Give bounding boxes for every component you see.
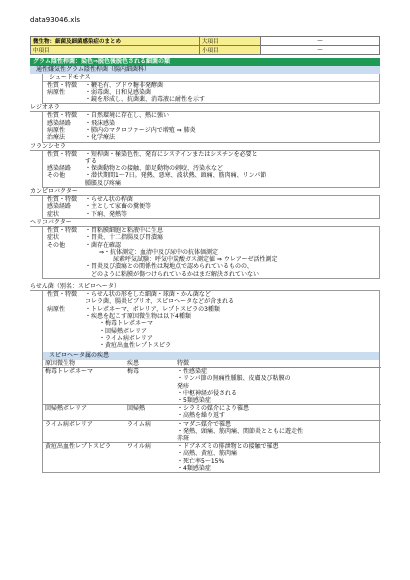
row-value: ・自然環境に存在し、熱に強い [85, 112, 170, 120]
file-name: data93046.xls [30, 16, 80, 24]
row-value: ・主として家畜の糞便等 [85, 203, 152, 211]
row-label: 性質・特徴 [47, 112, 78, 120]
column-header: 特徴 [175, 360, 381, 368]
features-cell [175, 443, 381, 472]
feature-line: ・シラミの媒介により罹患 [177, 405, 250, 413]
row-value: 尿素呼気試験：呼気中炭酸ガス測定値 ⇒ ウレアーゼ活性測定 [107, 256, 278, 264]
content-sheet [30, 58, 380, 473]
row-value: ・胃粘膜細胞と粘液中に生息 [85, 226, 164, 234]
legionella-block [42, 112, 380, 142]
microbe-cell: 回帰熱ボレリア [43, 405, 125, 420]
row-label: 感染経路 [47, 203, 72, 211]
features-cell [175, 405, 381, 420]
row-label: その他 [47, 241, 66, 249]
shigella-block [42, 74, 380, 105]
section-title: グラム陰性桿菌：染色⇒脱色後脱色される細菌の類 [30, 58, 380, 66]
disease-list-item: ・梅毒トレポネーマ [99, 320, 154, 328]
feature-line: ・ドブネズミの排泄物との接触で罹患 [177, 443, 279, 451]
table-row [43, 420, 381, 443]
row-value: ・下痢、発熱等 [85, 210, 128, 218]
row-label: 病原性 [47, 88, 66, 96]
row-value: コレラ菌、腸炎ビブリオ、スピロヘータなどが含まれる [85, 298, 235, 306]
row-value: ・肺内のマクロファージ内で増殖 ⇒ 肺炎 [85, 126, 196, 134]
disease-cell: 梅毒 [127, 368, 140, 376]
disease-list-item: ・黄疸出血性レプトスピラ [99, 342, 171, 350]
microbe-cell: ライム病ボレリア [43, 420, 125, 443]
row-label: 性質・特徴 [47, 226, 78, 234]
spiral-name: らせん菌（別名：スピロヘータ） [30, 283, 380, 291]
row-label: 病原性 [47, 305, 66, 313]
small-item-value: — [261, 46, 380, 55]
disease-cell: ワイル病 [125, 443, 175, 472]
feature-line: ・5類感染症 [177, 396, 211, 404]
row-label [43, 271, 85, 278]
francisella-block [42, 151, 380, 188]
row-value: する [85, 157, 98, 165]
microbe-cell: 黄疸出血性レプトスピラ [43, 443, 125, 472]
row-label: 性質・特徴 [47, 196, 78, 204]
row-value: ・鞭毛有、ブドウ糖非発酵菌 [85, 81, 164, 89]
feature-line: ・マダニ媒介で罹患 [177, 420, 232, 428]
spiral-block [42, 291, 380, 473]
disease-table-title: スピロヘータ属の疾患 [43, 352, 379, 360]
features-cell [175, 420, 381, 443]
group-title: 通性嫌気性グラム陰性桿菌（腸内細菌科） [30, 66, 380, 74]
row-label: 感染経路 [47, 165, 72, 173]
feature-line: ・高熱を繰り返す [177, 412, 226, 420]
row-value: ・トレポネーマ、ボレリア、レプトスピラの3種類 [85, 305, 220, 313]
feature-line: ・発熱、頭痛、筋肉痛、関節炎とともに遊走性 [177, 427, 304, 435]
column-header: 疾患 [125, 360, 175, 368]
disease-list-item: ・ライム病ボレリア [99, 334, 153, 342]
row-label: 性質・特徴 [47, 291, 78, 299]
row-value: ・疾患を起こす原因微生物は以下4種類 [85, 312, 191, 320]
row-label: 性質・特徴 [47, 150, 78, 158]
helicobacter-name: ヘリコバクター [30, 219, 380, 227]
row-value: ・弱毒菌、日和見感染菌 [85, 88, 152, 96]
row-label: 性質・特徴 [47, 81, 78, 89]
feature-line: ・リンパ節の無痛性腫脹、皮膚及び粘膜の [177, 375, 291, 383]
microbe-cell: 梅毒トレポネーマ [45, 368, 94, 376]
disease-table [43, 360, 381, 472]
disease-cell: ライム病 [125, 420, 175, 443]
row-value: ・胃炎及び潰瘍との関係性は現地点で認められているものの、 [85, 263, 253, 271]
row-label [43, 298, 85, 305]
row-label [43, 180, 85, 187]
feature-line: ・4類感染症 [177, 464, 211, 472]
row-value: 腫脹及び疼痛 [85, 179, 122, 187]
row-label: 症状 [47, 210, 60, 218]
feature-line: ・中枢神経が侵される [177, 389, 238, 397]
feature-line: 赤斑 [177, 434, 190, 442]
row-value: ・保菌動物との接触、節足動物の刺咬、汚染水など [85, 165, 224, 173]
francisella-name: フランシセラ [30, 143, 380, 151]
table-row [43, 405, 381, 420]
disease-list-item: ・回帰熱ボレリア [99, 327, 148, 335]
row-label: 治療法 [47, 134, 66, 142]
row-value: ・化学療法 [85, 134, 116, 142]
row-value: ・らせん状の桿菌 [85, 196, 133, 204]
document-title: 微生物：細菌及細菌感染症のまとめ [31, 37, 200, 46]
feature-line: ・高熱、黄疸、筋肉痛 [177, 450, 238, 458]
row-label: 症状 [47, 234, 60, 242]
row-value: ・菌存在確認 [85, 241, 122, 249]
row-label [43, 263, 85, 270]
row-value: ・短桿菌・極染色性、発育にシステインまたはシスチンを必要と [85, 150, 258, 158]
campylobacter-name: カンピロバクター [30, 188, 380, 196]
row-value: どのように粘膜が傷つけられているかはまだ解決されていない [85, 270, 260, 278]
feature-line: 発疹 [177, 382, 190, 390]
table-row [43, 368, 381, 405]
disease-cell: 回帰熱 [125, 405, 175, 420]
feature-line: ・死亡率5〜15% [177, 457, 225, 465]
large-item-label: 大項目 [200, 37, 261, 46]
campylobacter-block [42, 196, 380, 219]
bacteria-name: シュードモナス [43, 74, 379, 82]
row-value: ・鏡を形成し、抗菌薬、消毒液に耐性を示す [85, 96, 206, 104]
row-value: ・らせん状の形をした細菌・球菌・かん菌など [85, 291, 211, 299]
row-label: 感染経路 [47, 119, 72, 127]
row-value: ・胃炎、十二指腸及び胃潰瘍 [85, 234, 164, 242]
column-header: 原因微生物 [43, 360, 125, 368]
row-label [43, 256, 85, 263]
row-value: ・飛沫感染 [85, 119, 116, 127]
row-label [43, 96, 85, 103]
middle-item-label: 中項目 [31, 46, 200, 55]
row-value: ⇒・抗体測定：血清中及び尿中の抗体価測定 [99, 248, 219, 256]
row-label [43, 313, 85, 320]
small-item-label: 小項目 [200, 46, 261, 55]
helicobacter-block [42, 227, 380, 279]
feature-line: ・性感染症 [177, 368, 208, 376]
row-label: その他 [47, 172, 66, 180]
features-cell [175, 368, 381, 405]
summary-header [30, 36, 380, 55]
row-value: ・潜伏期間1〜7日。発熱、悪寒、波状熱、頭痛、筋肉痛、リンパ節 [85, 172, 267, 180]
legionella-name: レジオネラ [30, 104, 380, 112]
row-label [43, 249, 85, 256]
large-item-value: — [261, 37, 380, 46]
table-row [43, 443, 381, 472]
row-label: 病原性 [47, 126, 66, 134]
